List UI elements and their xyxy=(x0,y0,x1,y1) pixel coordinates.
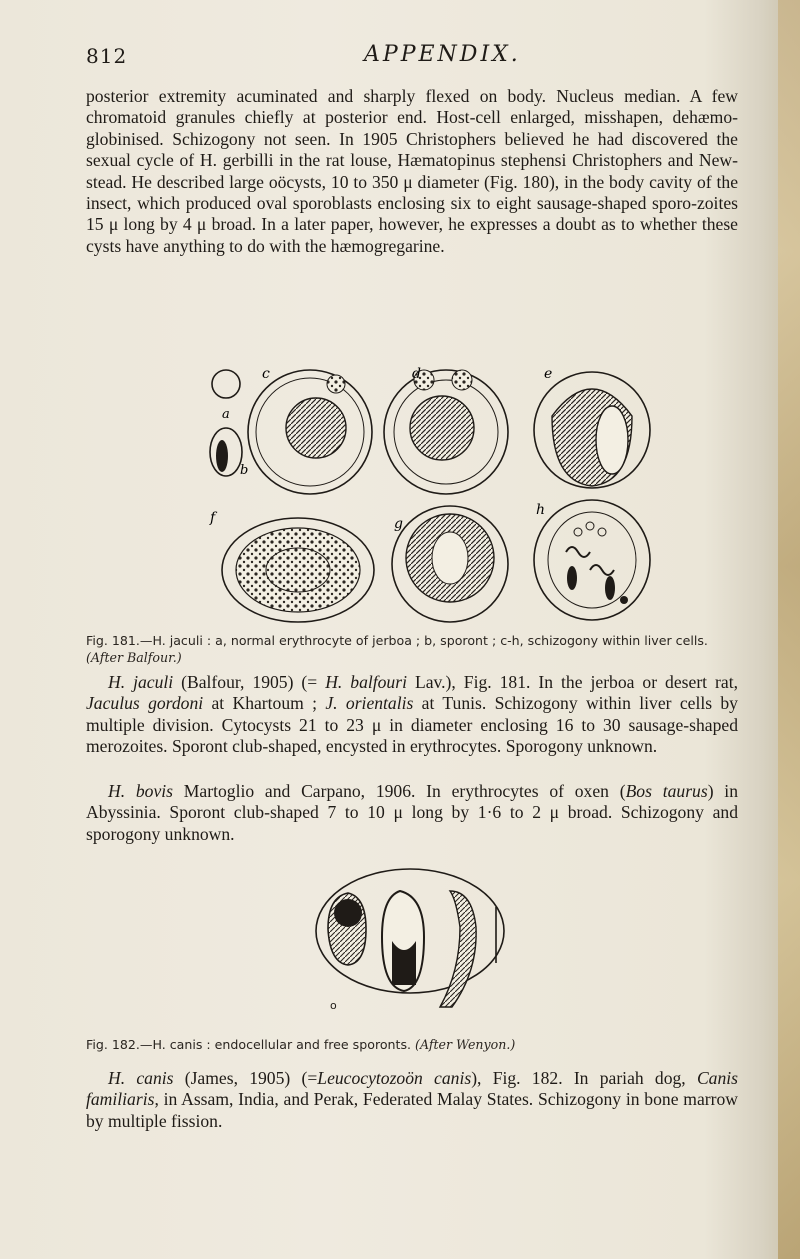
page-header xyxy=(86,38,736,78)
para-3-text-a: Martoglio and Carpano, 1906. In erythrocytes of oxen ( xyxy=(173,781,626,801)
host-name: J. orientalis xyxy=(325,693,414,714)
paragraph-2 xyxy=(86,672,738,758)
fig-181-cell-d xyxy=(384,366,508,494)
fig-181-caption-body: a, normal erythrocyte of jerboa ; b, sporont ; c-h, schizogony within liver cells. xyxy=(215,633,708,648)
page-edge xyxy=(778,0,800,1259)
label-b: b xyxy=(240,463,249,478)
figure-181-caption xyxy=(86,632,738,666)
fig-182-caption-body: endocellular and free sporonts. xyxy=(214,1037,412,1052)
fig-181-cell-f xyxy=(209,510,374,622)
para-2-text-b: Lav.), Fig. 181. In the jerboa or desert rat, xyxy=(406,672,738,692)
fig-182-caption-credit: (After Wenyon.) xyxy=(415,1037,516,1052)
label-c: c xyxy=(262,366,270,382)
fig-182-sporont-middle xyxy=(382,891,424,991)
figure-182 xyxy=(300,867,510,1015)
para-3-text-b: ) in Abyssinia. Sporont club-shaped 7 to 10 μ long by 1·6 to 2 μ broad. Schizogony and sporogony unknown. xyxy=(86,781,738,844)
paragraph-3 xyxy=(86,781,738,845)
fig-181-caption-prefix: Fig. 181.—H. jaculi : xyxy=(86,633,212,648)
fig-181-caption-credit: (After Balfour.) xyxy=(86,650,182,665)
fig-181-cell-e xyxy=(534,366,650,488)
fig-181-cell-g xyxy=(392,506,508,622)
para-2-text-c: at Khartoum ; xyxy=(203,693,326,714)
para-4-text-a: (James, 1905) (= xyxy=(173,1068,318,1088)
paragraph-4 xyxy=(86,1068,738,1132)
fig-181-cell-h xyxy=(534,500,650,620)
label-e: e xyxy=(544,366,553,382)
label-d: d xyxy=(412,366,421,382)
host-name: Bos taurus xyxy=(625,781,708,801)
para-4-text-b: ), Fig. 182. In pariah dog, xyxy=(471,1068,697,1088)
fig-182-sporont-free xyxy=(440,891,476,1007)
synonym-name: H. balfouri xyxy=(325,672,407,692)
para-4-text-c: , in Assam, India, and Perak, Federated Malay States. Schizogony in bone marrow by multiple fission. xyxy=(86,1089,738,1131)
figure-182-caption xyxy=(86,1036,738,1053)
label-h: h xyxy=(536,502,546,518)
species-name: H. jaculi xyxy=(108,672,174,692)
label-a: a xyxy=(222,407,230,422)
fig-182-caption-prefix: Fig. 182.—H. canis : xyxy=(86,1037,211,1052)
synonym-name: Leucocytozoön canis xyxy=(317,1068,472,1088)
para-2-text-d: at Tunis. Schizogony within liver cells by multiple division. Cytocysts 21 to 23 μ in diameter enclosing 16 to 30 sausage-shaped merozoites. Sporont club-shaped, encysted in erythrocytes. Sporogony unknown. xyxy=(86,693,738,757)
svg-text:o: o xyxy=(330,999,337,1012)
figure-181 xyxy=(206,364,652,628)
fig-182-sporont-left xyxy=(328,893,366,965)
paragraph-1: posterior extremity acuminated and sharply flexed on body. Nucleus median. A few chromatoid granules chiefly at posterior end. Host-cell enlarged, misshapen, dehæmo-globinised. Schizogony not seen. In 1905 Christophers believed he had discovered the sexual cycle of H. gerbilli in the rat louse, Hæmatopinus stephensi Christophers and New-stead. He described large oöcysts, 10 to 350 μ diameter (Fig. 180), in the body cavity of the insect, which produced oval sporoblasts enclosing six to eight sausage-shaped sporo-zoites 15 μ long by 4 μ broad. In a later paper, however, he expresses a doubt as to whether these cysts have anything to do with the hæmogregarine. xyxy=(86,86,738,256)
label-f: f xyxy=(210,510,216,526)
fig-181-cell-a xyxy=(212,370,240,422)
running-title: APPENDIX. xyxy=(364,42,521,67)
fig-181-cell-c xyxy=(248,366,372,494)
species-name: H. bovis xyxy=(108,781,174,801)
page-number: 812 xyxy=(86,44,128,68)
label-g: g xyxy=(394,516,403,532)
para-2-text-a: (Balfour, 1905) (= xyxy=(173,672,326,692)
species-name: H. canis xyxy=(108,1068,174,1088)
fig-181-cell-b xyxy=(210,428,248,478)
host-name: Jaculus gordoni xyxy=(86,693,204,714)
host-name: Canis familiaris xyxy=(86,1068,739,1110)
